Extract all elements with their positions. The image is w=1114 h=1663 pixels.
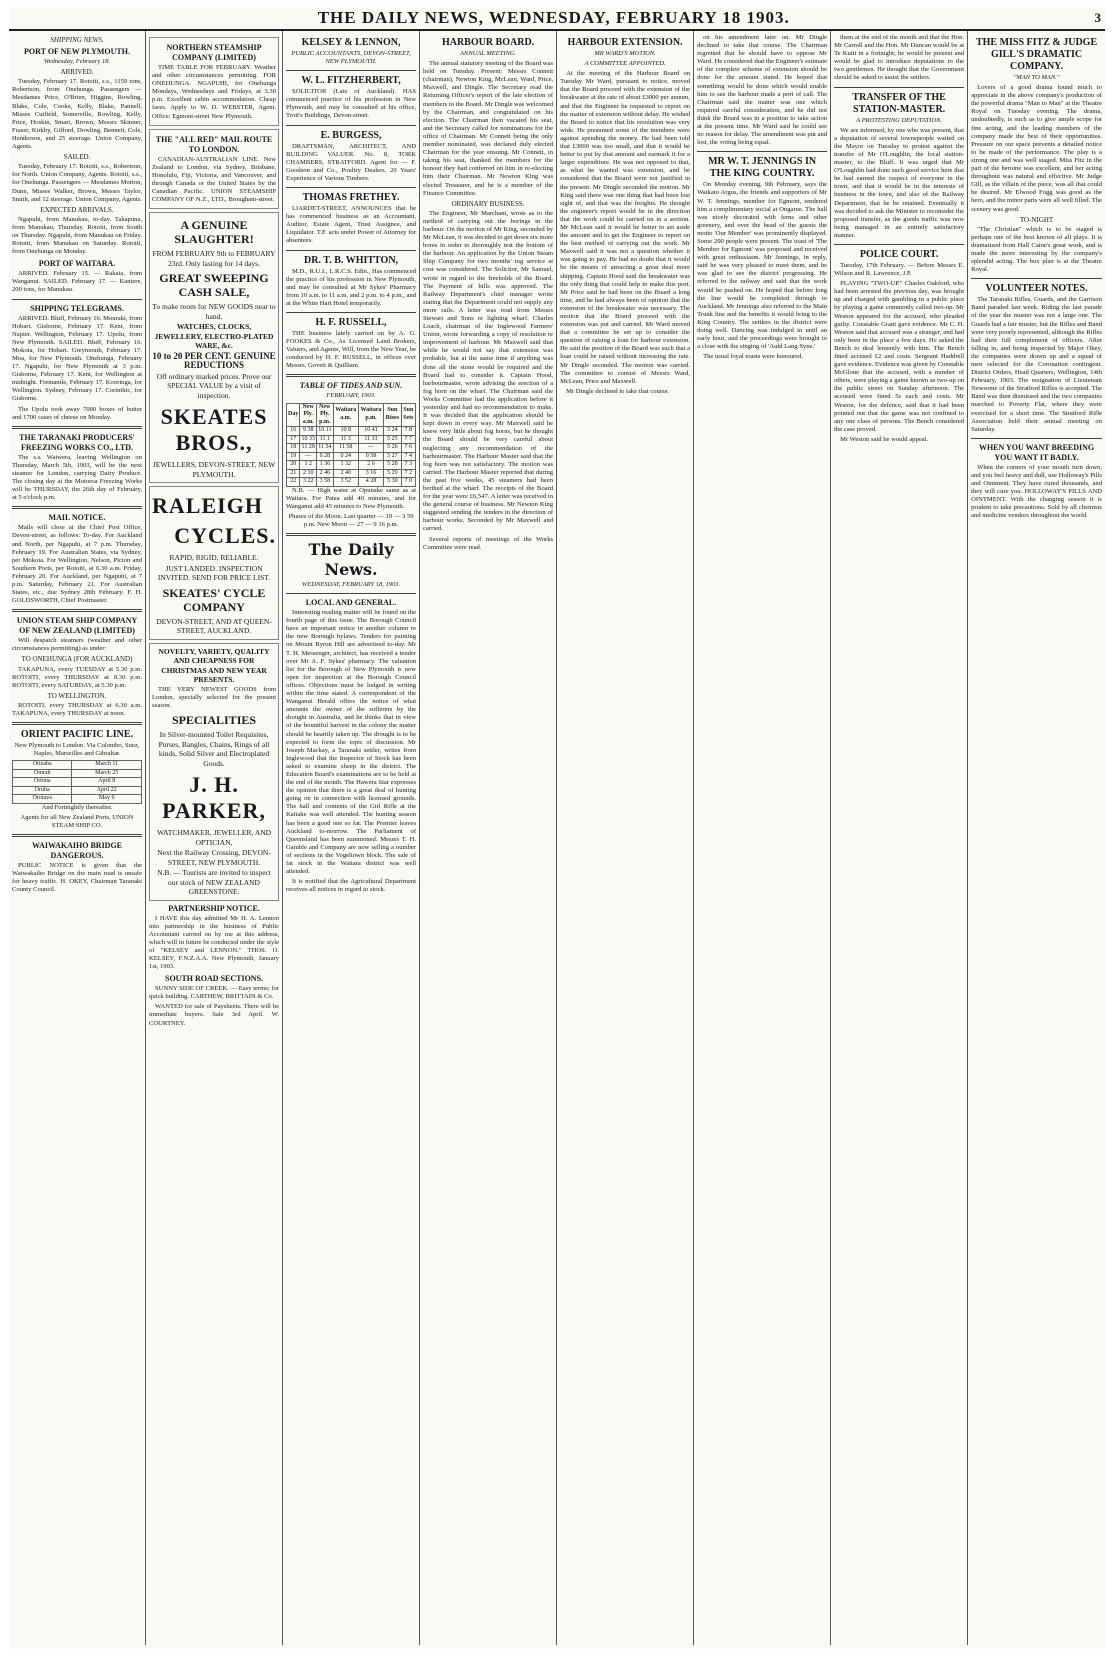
sailed-heading: SAILED. bbox=[63, 153, 91, 162]
jennings-continued: them at the end of the month and that the Hon. Mr Carroll and the Hon. Mr Duncan would be at Te Kuiti in a fortnight; he would be present and would be glad to introduce deputations to the two gentlemen. He thought that the Government should be asked to assist the settlers. bbox=[834, 34, 965, 82]
tides-note: N.B. — High water at Opunake same as at Waitara. For Patea add 40 minutes, and for Wanganui add 45 minutes to New Plymouth. bbox=[286, 486, 417, 510]
tides-cell: 5 28 bbox=[384, 461, 401, 470]
waitara-text: ARRIVED. February 15. — Rakaia, from Wanganui. SAILED. February 17. — Kaniere, 200 tons, for Manukau. bbox=[12, 270, 143, 294]
slaughter-ad bbox=[149, 212, 279, 483]
whitton-text: M.D., R.U.I., L.R.C.S. Edin., Has commenced the practice of his profession in New Plymouth, and may be consulted at Mr Sykes' Pharmacy from 10 a.m. to 11 a.m. and 2 p.m. to 4 p.m., and at the White Hart Hotel temporarily. bbox=[286, 267, 417, 307]
tides-cell: 19 bbox=[287, 452, 300, 461]
sailing-cell: Ortona bbox=[13, 778, 72, 787]
tides-cell: 21 bbox=[287, 469, 300, 478]
local-tail: It is notified that the Agricultural Department receives all notices in regard to stock. bbox=[286, 878, 417, 894]
tides-cell: 11 58 bbox=[333, 444, 358, 453]
russell-text: THE business lately carried on by A. G. FOOKES & Co., As Licensed Land Brokers, Valuers, and Agents, Will, from the New Year, be conducted by H. F. RUSSELL, in offices over Messrs. Govett & Quilliam. bbox=[286, 329, 417, 370]
specialities-text: In Silver-mounted Toilet Requisites, Purses, Bangles, Chains, Rings of all kinds, Solid Silver and Electroplated Goods. bbox=[158, 730, 270, 768]
tides-header-cell: Waitara a.m. bbox=[333, 403, 358, 427]
sailings-body bbox=[13, 761, 142, 804]
russell-heading: H. F. RUSSELL, bbox=[315, 316, 387, 328]
tides-month: FEBRUARY, 1903. bbox=[326, 392, 376, 400]
harbour-board-heading: HARBOUR BOARD. bbox=[441, 37, 535, 48]
harbour-board-text: The annual statutory meeting of the Board was held on Tuesday. Present: Messrs Connett (chairman), Newton King, McLean, Ward, Price, Maxwell, and Dingle. The Secretary read the Returning Officer's report of the late election of members to the Board. Mr Dingle was welcomed by the Chairman, and congratulated on his election. The Chairman then vacated his seat, and the Secretary called for nominations for the office of Chairman. Mr Connett being the only member nominated, was declared duly elected Chairman for the year ensuing. Mr Connett, in taking his seat, thanked the members for the honour they had conferred on him in re-electing him their Chairman. Mr Newton King was elected Treasurer, and he is a member of the Finance Committee. bbox=[423, 60, 554, 197]
freezing-works-heading: THE TARANAKI PRODUCERS' FREEZING WORKS CO., LTD. bbox=[19, 432, 135, 452]
tides-cell: 0 58 bbox=[358, 452, 383, 461]
discount-note: Off ordinary marked prices. Prove our SPECIAL VALUE by a visit of inspection. bbox=[156, 371, 272, 400]
sailing-cell: Oruba bbox=[13, 786, 72, 795]
whitton-heading: DR. T. B. WHITTON, bbox=[304, 254, 399, 266]
masthead-title: THE DAILY NEWS, WEDNESDAY, FEBRUARY 18 1903. bbox=[317, 8, 790, 27]
greenstone-note: N.B. — Tourists are invited to inspect our stock of NEW ZEALAND GREENSTONE. bbox=[157, 868, 271, 896]
tides-row bbox=[287, 435, 416, 444]
tides-cell: 2 46 bbox=[317, 469, 334, 478]
police-court-text: PLAYING "TWO-UP." Charles Oakford, who had been arrested the previous day, was brought up and charged with gambling in a public place by playing a game commonly called two-up. Mr Weston appeared for the accused, who pleaded guilty. Constable Grant gave evidence. Mr C. H. Weston said that accused was a stranger, and had only been in the place a few days. He asked the Bench to deal leniently with him. The Bench fined accused £2 and costs. Sergeant Haddrell gave evidence. Evidence was given by Constable McGlone that the accused, with a number of others, were playing a game known as two-up on the public street on Sunday afternoon. The accused were fined 5s each and costs. Mr Weston, for the defence, said that it had been pointed out that the game was not confined to any one class of persons. The Bench considered the case proved. bbox=[834, 280, 965, 433]
onehunga-text: TAKAPUNA, every TUESDAY at 5.30 p.m. ROTOITI, every THURSDAY at 8.30 p.m. ROTOITI, every SATURDAY, at 5.30 p.m. bbox=[12, 665, 143, 689]
tides-cell: 10 11 bbox=[318, 427, 332, 434]
skeates-name: SKEATES BROS., bbox=[160, 404, 268, 456]
tides-cell: 10 41 bbox=[358, 427, 383, 436]
divider bbox=[286, 374, 416, 377]
tides-cell: 11 3 bbox=[333, 435, 358, 444]
tides-cell: 20 bbox=[287, 461, 300, 470]
volunteer-heading: VOLUNTEER NOTES. bbox=[985, 283, 1088, 295]
onehunga-heading: TO ONEHUNGA (FOR AUCKLAND) bbox=[21, 655, 133, 664]
tides-cell: 4 28 bbox=[358, 478, 383, 487]
jennings-heading: MR W. T. JENNINGS IN THE KING COUNTRY. bbox=[708, 156, 817, 180]
shipping-note: The Upolu took away 7000 boxes of butter and 1700 cases of cheese on Monday. bbox=[12, 405, 143, 421]
divider bbox=[12, 609, 142, 612]
tides-cell: 7 6 bbox=[401, 444, 416, 453]
sailing-cell: Orotava bbox=[13, 795, 72, 804]
frethey-heading: THOMAS FRETHEY. bbox=[302, 192, 400, 204]
divider bbox=[12, 506, 142, 509]
divider bbox=[697, 151, 827, 152]
telegrams-text: ARRIVED. Bluff, February 16. Mouraki, from Hobart. Gisborne, February 17. Kent, from Napier. Wellington, February 17. Upolu, from New Plymouth. SAILED. Bluff, February 16. Mokoia, for Hobart. Greymouth, February 17. Moa, for New Plymouth. Onehunga, February 17. Ngapuhi, for New Plymouth at 3 p.m. Gisborne, February 17. Kent, for Wellington at midnight. Fremantle, February 17. Kooringa, for Wellington. Sydney, February 17. Corinthic, for Gisborne. bbox=[12, 314, 143, 403]
divider bbox=[12, 722, 142, 725]
holloway-text: When the corners of your mouth turn down, and you feel heavy and dull, use Holloway's Pills and Ointment. They have cured thousands, and they will cure you. HOLLOWAY'S PILLS AND OINTMENT. With the changing season it is prudent to take precautions. Sold by all chemists and medicine vendors throughout the world. bbox=[971, 463, 1102, 520]
tides-cell: 1 2 bbox=[300, 461, 317, 470]
dramatic-company-heading: THE MISS FITZ & JUDGE GILL'S DRAMATIC COMPANY. bbox=[975, 37, 1098, 72]
wellington-text: ROTOITI, every THURSDAY at 6.30 a.m. TAKAPUNA, every THURSDAY at noon. bbox=[12, 701, 143, 717]
skeates-address: JEWELLERS, DEVON-STREET, NEW PLYMOUTH. bbox=[152, 460, 276, 479]
column-7 bbox=[831, 31, 968, 1645]
raleigh-ad bbox=[149, 486, 279, 640]
tides-header-cell: Sun Sets bbox=[401, 403, 416, 427]
tides-header-cell: Day bbox=[287, 403, 300, 427]
extension-text: At the meeting of the Harbour Board on Tuesday Mr Ward, pursuant to notice, moved that the Board proceed with the extension of the breakwater at the rate of about £3000 per annum, and that the Engineer be requested to report on the matter of extension without delay. He wished the Board to notice that his resolution was very wide. He presumed some of the members were against spending the money. He had been told that £3000 was too small, and that it would be better to put by that amount and earmark it for a larger expenditure. He was not opposed to that, as what he wanted was extension, and he considered that the Board were not justified in the present. Mr Dingle seconded the motion. Mr King said there was one thing that had been lost sight of, and that was the freights. He thought the engineer's report would be in the direction that the work could be carried on in a section. Mr McLean said it would be better to set aside the amount and to get the Engineer to report on the best method of carrying out the work. Mr Maxwell said it was not a question whether it was going to pay. He had no doubt that it would be the means of attracting a great deal more shipping. Captain Hood said the breakwater was the only thing that could help to make this port. Mr Price said he had been on the Board a long time, and he had always been of opinion that the extension of the breakwater was necessary. The motion that the Board proceed with the extension was put and carried. Mr Ward moved that a committee be set up to consider the question of raising a loan for harbour extension. He said the position of the Board was such that a loan could be raised without increasing the rate. Mr Dingle seconded. The motion was carried. The committee to consist of Messrs Ward, McLean, Price and Maxwell. bbox=[560, 70, 691, 385]
tides-cell: 5 27 bbox=[384, 452, 401, 461]
divider bbox=[286, 187, 416, 188]
newest-text: THE VERY NEWEST GOODS from London, specially selected for the present season. bbox=[152, 685, 277, 709]
tides-cell: 10 33 bbox=[301, 435, 315, 442]
tides-cell: 10 8 bbox=[333, 427, 358, 436]
raleigh-heading: RALEIGH bbox=[152, 493, 263, 519]
tides-cell: 16 bbox=[287, 427, 300, 436]
parker-address: Next the Railway Crossing, DEVON-STREET, NEW PLYMOUTH. bbox=[157, 848, 271, 867]
local-text: Interesting reading matter will be found on the fourth page of this issue. The Borough Council have an important notice in another column re the new Borough bylaws. Tenders for painting on Mount Byron Hill are advertised to-day. Mr T. H. Messenger, architect, has received a tender over Mr A. F. Sykes' pharmacy. The valuation list for the Borough of New Plymouth is now open for inspection at the Borough Council offices. Objections must be lodged in writing within the time stated. A correspondent of the Wanganui Herald offers the notice of what amounts the owner of the sufferers by the drought in Australia, and he thinks that in view of the bountiful harvest in the colony the matter should be heartily taken up. The drought is to be expected to form the topic of discussion. Mr Joseph Mackay, a Taranaki settler, writes from Inglewood that the Inspector of Stock has been asked to examine sheep in the district. The Education Board's examinations are to be held at the end of the month. The Hawera Star expresses the opinion that there is a great deal of hunting going on in connection with licensed grounds. The hall and contents of the Girl Rifle at the Kaitake was well attended. The hunting season has been a good one so far. The Premier leaves Auckland to-morrow. The Parliament of Queensland has been summoned. Messrs T. H. Gamble and Company are now selling a number of sections in the Vogeltown block. The sale of fat stock in the Waitara district was well attended. bbox=[286, 609, 417, 876]
mail-notice-text: Mails will close at the Chief Post Office, Devon-street, as follows: To-day. For Auckland and North, per Ngapuhi, at 7 p.m. Thursday, February 19. For Australian States, via Sydney, per Mokoia. For Wellington, Nelson, Picton and Southern Ports, per Rotoiti, at 6.30 a.m. Friday, February 20. For Auckland, per Ngapuhi, at 7 p.m. Saturday, February 21. For Australian States, etc., due Sydney 28th February. F. H. GOLDSWORTH, Chief Postmaster. bbox=[12, 524, 143, 605]
bridge-heading: WAIWAKAIHO BRIDGE DANGEROUS. bbox=[32, 841, 123, 861]
all-red-heading: THE "ALL RED" MAIL ROUTE TO LONDON. bbox=[155, 134, 273, 154]
tides-row bbox=[287, 452, 416, 461]
freezing-works-text: The s.s. Waiwera, leaving Wellington on Thursday, March 5th, 1903, will be the next steamer for London, carrying Dairy Produce. The closing day at the Motoroa Freezing Works will be THURSDAY, the 26th day of February, at 5 o'clock p.m. bbox=[12, 453, 143, 502]
parker-name: J. H. PARKER, bbox=[162, 772, 266, 823]
slaughter-text: FROM FEBRUARY 9th to FEBRUARY 23rd. Only lasting for 14 days. bbox=[152, 249, 276, 268]
tides-cell: 5 26 bbox=[384, 444, 401, 453]
tides-cell: 0 24 bbox=[333, 452, 358, 461]
arrived-text: Tuesday, February 17. Rotoiti, s.s., 1159 tons, Robertson, from Onehunga. Passengers — Mesdames Price, O'Brien, Higgins, Rowling, Blake, Cole, Cooke, Kelly, Blake, Pannell, Misses Cutfield, Somerville, Rowling, Kelly, Price, Hoskin, Smart, Brown, Messrs Skinner, Fraser, Kirkby, Gifford, Dowling, Bennett, Cole, Henderson, and 25 steerage. Union Company, Agents. bbox=[12, 78, 143, 151]
sailed-text: Tuesday, February 17. Rotoiti, s.s., Robertson, for North. Union Company, Agents. Rotoiti, s.s., for Onehunga. Passengers — Mesdames Morton, Dunn, Misses Walker, Brown, Messrs Taylor, Smith, and 12 steerage. Union Company, Agents. bbox=[12, 163, 143, 203]
sailing-cell: March 11 bbox=[72, 761, 142, 770]
extension-continued: on his amendment later on. Mr Dingle declined to take that course. The Chairman regretted that he should have to oppose Mr Ward. He considered that the Engineer's estimate of the complete scheme of extension should be done for the amount stated. He hoped that something would be done which would enable him to see the harbour made a port of call. The Chairman said the matter was one which required careful consideration, and he did not think the Board was in a position to take action at the present time. Mr Ward said he could see no reason for delay. The amendment was put and lost, the voting being equal. bbox=[697, 34, 828, 147]
harbour-board-tail: Several reports of meetings of the Works Committee were read. bbox=[423, 535, 554, 551]
paper-title: The Daily News. bbox=[308, 540, 394, 579]
transfer-text: We are informed, by one who was present, that a deputation of several townspeople waited on the Mayor on Tuesday to protest against the transfer of Mr O'Loughlin, the local station-master, to the Bluff. It was urged that Mr O'Loughlin had done such good service here that he had earned the respect of everyone in the town, and that it would be in the interests of business in the town, and also of the Railway Department, that he be retained. Eventually it was decided to ask the Minister to reconsider the proposed transfer, as the goods traffic was now being managed in an entirely satisfactory manner. bbox=[834, 126, 965, 239]
divider bbox=[286, 593, 416, 594]
tides-cell: 17 bbox=[287, 435, 300, 444]
sailing-cell: March 25 bbox=[72, 769, 142, 778]
tides-cell: — bbox=[300, 452, 317, 461]
union-company-text: Will despatch steamers (weather and other circumstances permitting) as under: bbox=[12, 637, 143, 653]
northern-text: TIME TABLE FOR FEBRUARY. Weather and other circumstances permitting. FOR ONEHUNGA. NGAPUHI, for Onehunga Mondays, Wednesdays and Fridays, at 3.30 p.m. Excellent cabin accommodation. Cheap fares. Apply to W. D. WEBSTER, Agent. Office: Egmont-street New Plymouth. bbox=[152, 64, 277, 120]
tides-cell: 3 52 bbox=[333, 478, 358, 487]
divider bbox=[286, 312, 416, 313]
divider bbox=[286, 125, 416, 126]
south-road-heading: SOUTH ROAD SECTIONS. bbox=[165, 974, 264, 984]
tides-cell: 11 31 bbox=[358, 435, 383, 444]
holloway-heading: WHEN YOU WANT BREEDING YOU WANT IT BADLY. bbox=[978, 442, 1095, 462]
section-heading: SHIPPING NEWS. bbox=[50, 36, 104, 44]
skeates-cycle-heading: SKEATES' CYCLE COMPANY bbox=[162, 585, 266, 614]
tides-cell: — bbox=[358, 444, 383, 453]
tides-header-row bbox=[287, 403, 416, 427]
sailing-cell: Omrah bbox=[13, 769, 72, 778]
tides-cell: 7 4 bbox=[401, 452, 416, 461]
ordinary-business-heading: ORDINARY BUSINESS. bbox=[451, 199, 525, 208]
tides-cell: 2 10 bbox=[300, 469, 317, 478]
kelsey-heading: KELSEY & LENNON, bbox=[301, 37, 401, 48]
port-heading: PORT OF NEW PLYMOUTH. bbox=[24, 47, 130, 57]
partnership-text: I HAVE this day admitted Mr H. A. Lennon into partnership in the business of Public Accountant carried on by me at this address, which will in future be conducted under the style of "KELSEY and LENNON." THOS. O. KELSEY, F.N.Z.A.A. New Plymouth, January 1st, 1903. bbox=[149, 914, 280, 971]
partnership-heading: PARTNERSHIP NOTICE. bbox=[168, 903, 260, 913]
sailing-row bbox=[13, 786, 142, 795]
sailing-row bbox=[13, 795, 142, 804]
local-heading: LOCAL AND GENERAL. bbox=[305, 598, 397, 608]
extension-sub: MR WARD'S MOTION. bbox=[594, 50, 656, 57]
raleigh-landed: JUST LANDED. INSPECTION INVITED. SEND FOR PRICE LIST. bbox=[157, 563, 271, 583]
divider bbox=[286, 533, 416, 536]
divider bbox=[971, 278, 1102, 279]
divider bbox=[12, 426, 142, 429]
tides-cell: 3 16 bbox=[358, 469, 383, 478]
parker-ad bbox=[149, 643, 279, 901]
sweeping-sale-heading: GREAT SWEEPING CASH SALE, bbox=[159, 271, 269, 300]
mail-notice-heading: MAIL NOTICE. bbox=[48, 513, 106, 523]
discount-line: 10 to 20 PER CENT. GENUINE REDUCTIONS bbox=[152, 350, 276, 371]
tides-cell: 3 22 bbox=[300, 478, 317, 487]
raleigh-rapid: RAPID, RIGID, RELIABLE. bbox=[169, 553, 259, 563]
tides-body bbox=[287, 427, 416, 487]
frethey-text: LIARDET-STREET, ANNOUNCES that he has commenced business as an Accountant, Auditor, Estate Agent, Trust Assignee, and Liquidator. T.F. acts under Power of Attorney for absentees. bbox=[286, 205, 417, 245]
expected-heading: EXPECTED ARRIVALS. bbox=[40, 205, 114, 214]
tides-cell: 2 40 bbox=[333, 469, 358, 478]
moon-phases: Phases of the Moon. Last quarter — 19 — 3 59 p.m. New Moon — 27 — 9 16 p.m. bbox=[288, 512, 414, 528]
bridge-text: PUBLIC NOTICE is given that the Waiwakaiho Bridge on the main road is unsafe for heavy traffic. H. OKEY, Chairman Taranaki County Council. bbox=[12, 862, 143, 894]
tides-cell: 7 3 bbox=[401, 461, 416, 470]
tides-cell: 11 28 bbox=[301, 444, 315, 451]
transfer-heading: TRANSFER OF THE STATION-MASTER. bbox=[852, 91, 946, 115]
extension-sub-2: A COMMITTEE APPOINTED. bbox=[584, 60, 666, 68]
fortnightly-text: And Fortnightly thereafter. bbox=[41, 803, 113, 811]
column-8 bbox=[968, 31, 1105, 1645]
dramatic-company-sub: "MAN TO MAN." bbox=[1013, 74, 1060, 81]
tides-row bbox=[287, 444, 416, 453]
tides-cell: 5 30 bbox=[384, 478, 401, 487]
telegrams-heading: SHIPPING TELEGRAMS. bbox=[30, 303, 124, 313]
transfer-sub: A PROTESTING DEPUTATION. bbox=[856, 116, 943, 124]
tides-cell: 1 32 bbox=[333, 461, 358, 470]
tides-row bbox=[287, 478, 416, 487]
column-5 bbox=[557, 31, 694, 1645]
tonight-heading: TO-NIGHT bbox=[1019, 215, 1054, 224]
arrived-heading: ARRIVED. bbox=[60, 68, 94, 77]
kelsey-text: PUBLIC ACCOUNTANTS, DEVON-STREET, NEW PLYMOUTH. bbox=[291, 50, 411, 66]
fitzherbert-heading: W. L. FITZHERBERT, bbox=[301, 75, 401, 87]
dramatic-company-text: Lovers of a good drama found much to appreciate in the above company's production of the powerful drama "Man to Man" at the Theatre Royal on Tuesday evening. The drama, undoubtedly, is such as to give ample scope for fine acting, and the leading members of the company made the best of their opportunities. Pressure on our space prevents a detailed notice to be made of the performance. The play is a strong one and was well staged. Miss Fitz in the part of the heroine was excellent, and her acting throughout was natural and effective. Mr Judge Gill, as the villain of the piece, was all that could be desired. Mr Elwood Fogg was good as the hero, and the minor parts were all well filled. The scenery was good. bbox=[971, 84, 1102, 213]
skeates-cycle-address: DEVON-STREET, AND AT QUEEN-STREET, AUCKLAND. bbox=[156, 616, 272, 636]
sailing-row bbox=[13, 761, 142, 770]
sweeping-sale-text: To make room for NEW GOODS near to hand. bbox=[152, 302, 276, 321]
jennings-text: On Monday evening, 9th February, says the Waikato Argus, the friends and supporters of Mr W. T. Jennings, member for Egmont, tendered him a complimentary social at Ongarue. The hall was nicely decorated with ferns and other greenery, and over the head of the guests the motto 'Our Member' was prominently displayed. Some 200 people were present. The toast of 'The Member for Egmont' was proposed and received with great enthusiasm. Mr Jennings, in reply, said he was very pleased to meet them, and he was glad to see the district progressing. He referred to the railway and said that the work would be pushed on. He hoped that before long the line would be completed through to Auckland. Mr Jennings also referred to the Main Trunk line and the benefits it would bring to the King Country. The settlers in the district were doing well. Dancing was indulged in until an early hour, and the proceedings were brought to a close with the singing of 'Auld Lang Syne.' bbox=[697, 181, 828, 351]
column-1 bbox=[9, 31, 146, 1645]
sailing-cell: April 22 bbox=[72, 786, 142, 795]
tides-cell: 3 58 bbox=[317, 478, 334, 487]
tides-heading: TABLE OF TIDES AND SUN. bbox=[299, 381, 403, 391]
orient-text: New Plymouth to London. Via Colombo, Suez, Naples, Marseilles and Gibraltar. bbox=[14, 742, 140, 758]
tides-header-cell: Waitara p.m. bbox=[358, 403, 383, 427]
slaughter-heading: A GENUINE SLAUGHTER! bbox=[174, 218, 254, 247]
tides-cell: 0 28 bbox=[317, 452, 334, 461]
divider bbox=[286, 250, 416, 251]
tides-cell: 11 54 bbox=[318, 444, 332, 451]
tides-cell: 5 24 bbox=[384, 427, 401, 436]
tides-header-cell: Sun Rises bbox=[384, 403, 401, 427]
burgess-heading: E. BURGESS, bbox=[320, 129, 382, 141]
tides-header-cell: New Ply. a.m. bbox=[300, 403, 317, 427]
tides-cell: 2 6 bbox=[358, 461, 383, 470]
tides-cell: 22 bbox=[287, 478, 300, 487]
waitara-heading: PORT OF WAITARA. bbox=[38, 259, 116, 269]
tides-row bbox=[287, 427, 416, 436]
all-red-ad bbox=[149, 129, 279, 210]
wellington-heading: TO WELLINGTON. bbox=[47, 691, 107, 700]
extension-heading: HARBOUR EXTENSION. bbox=[567, 37, 683, 48]
volunteer-text: The Taranaki Rifles, Guards, and the Garrison Band paraded last week. Riding the last parade of the year the muster was not a large one. The Guards had a fair muster, but the Rifles and Band were very poorly represented, although the Rifles had their full complement of officers. After falling in, and being inspected by Major Okey, the companies were drawn up and a squad of men selected for the Coronation contingent. District Orders, Head Quarters, Wellington, 14th February, 1903. The resignation of Lieutenant Newsome of the Stratford Rifles is accepted. The Band was then dismissed and the two companies marched to Poverty Flat, where they were exercised for a short time. The Stratford Rifle Association held their annual meeting on Saturday. bbox=[971, 296, 1102, 433]
tides-row bbox=[287, 461, 416, 470]
sailings-table bbox=[12, 760, 142, 804]
port-date: Wednesday, February 18. bbox=[43, 58, 111, 66]
divider bbox=[286, 70, 416, 71]
sailing-cell: May 6 bbox=[72, 795, 142, 804]
newspaper-page bbox=[9, 7, 1105, 1649]
tides-cell: 7 2 bbox=[401, 469, 416, 478]
all-red-text: CANADIAN-AUSTRALIAN LINE. New Zealand to London, via Sydney, Brisbane, Honolulu, Fiji, Victoria, and Vancouver, and through Canada or the United States by the Canadian Pacific. UNION STEAMSHIP COMPANY OF N.Z., LTD., Brougham-street. bbox=[152, 155, 277, 204]
tides-cell: 5 29 bbox=[384, 469, 401, 478]
tides-cell: 11 1 bbox=[317, 435, 334, 444]
column-6 bbox=[694, 31, 831, 1645]
expected-text: Ngapuhi, from Manukau, to-day. Takapuna, from Manukau, Thursday. Rotoiti, from South on Thursday. Ngapuhi, from Manukau on Friday. Rotoiti, from Manukau on Saturday. Rotoiti, from Onehunga on Monday. bbox=[12, 215, 143, 256]
sailing-cell: April 8 bbox=[72, 778, 142, 787]
masthead bbox=[9, 7, 1105, 31]
extension-tail: Mr Dingle declined to take that course. bbox=[566, 387, 670, 395]
page-number: 3 bbox=[1094, 10, 1101, 25]
tides-cell: 7 8 bbox=[401, 427, 416, 436]
sailing-cell: Orizaba bbox=[13, 761, 72, 770]
tides-table bbox=[286, 403, 416, 487]
tides-cell: 18 bbox=[287, 444, 300, 453]
sailing-row bbox=[13, 778, 142, 787]
column-4 bbox=[420, 31, 557, 1645]
police-court-heading: POLICE COURT. bbox=[859, 248, 939, 260]
police-court-tail: Mr Weston said he would appeal. bbox=[840, 435, 929, 443]
orient-heading: ORIENT PACIFIC LINE. bbox=[20, 729, 134, 741]
tides-cell: 9 38 bbox=[300, 427, 317, 436]
cycles-heading: CYCLES. bbox=[174, 523, 277, 549]
column-3 bbox=[283, 31, 420, 1645]
tides-cell: 7 7 bbox=[401, 435, 416, 444]
tides-cell: 1 36 bbox=[317, 461, 334, 470]
northern-steamship-ad bbox=[149, 37, 279, 126]
police-court-sub: Tuesday, 17th February. — Before Messrs E. Wilson and R. Lawrence, J.P. bbox=[834, 261, 965, 278]
jennings-tail: The usual loyal toasts were honoured. bbox=[703, 353, 804, 361]
south-road-text: SUNNY SIDE OF CREEK. — Easy terms; for quick building. CARTHEW, BRITTAIN & Co. bbox=[149, 985, 280, 1001]
sailing-row bbox=[13, 769, 142, 778]
union-company-heading: UNION STEAM SHIP COMPANY OF NEW ZEALAND (LIMITED) bbox=[16, 616, 138, 636]
burgess-text: DRAFTSMAN, ARCHITECT, AND BUILDING VALUER. No. 8, TORK CHAMBERS, STRATFORD. Agent for — F. Goodson and Co., Poultry Dealers. 20 Years' Experience of Various Timbers. bbox=[286, 142, 417, 182]
harbour-board-sub: ANNUAL MEETING. bbox=[459, 50, 517, 57]
tides-header-cell: New Ply. p.m. bbox=[317, 403, 334, 427]
wanted-text: WANTED for sale of Paysheets. There will be immediate buyers. Sale 3rd April. W. COURTNEY. bbox=[149, 1003, 280, 1027]
tides-cell: 7 0 bbox=[401, 478, 416, 487]
divider bbox=[12, 299, 142, 300]
novelty-line: NOVELTY, VARIETY, QUALITY AND CHEAPNESS FOR CHRISTMAS AND NEW YEAR PRESENTS. bbox=[158, 646, 270, 685]
divider bbox=[834, 244, 964, 245]
ordinary-business-text: The Engineer, Mr Marchant, wrote as to the method of carrying out the borings in the harbour. On the motion of Mr King, seconded by Mr McLean, it was decided to get down six more bores in order to thoroughly test the bottom of the harbour. An application by the Union Steam Ship Company for two months' tug service at cost was considered. The Solicitor, Mr Samuel, wrote in regard to the freeholds of the Board. The Payment of bills was approved. The Railway Department's chief manager wrote stating that the Department could not supply any more rails. A letter was read from Messrs Stewart and Sons re lighting wharf. Charles Loach, chairman of the Inglewood Farmers' Union, wrote forwarding a copy of resolution re improvement of harbour. Mr Maxwell said that while he would not say that extension was probable, but at the same time if anything was done all the stone would be required and the Board had to consider it. Captain Hood, harbourmaster, wrote advising the erection of a fog horn on the wharf. The Chairman said the Works Committee had the application before it yesterday and had no recommendation to make. It was decided that the application should be kept down in every way. Mr Maxwell said he knew very little about fog horns, but he thought the Board should be very careful about neglecting any recommendation of the harbourmaster. The Harbour Master said that the fog horn was not satisfactory. The motion was carried. The Harbour Master reported that during the past five weeks, 45 steamers had been berthed at the wharf. The receipts of the Board for the year were £6,547. A letter was received in the general course of business. Mr Newton King suggested sending the tenders in the direction of harbour works. Seconded by Mr Maxwell and carried. bbox=[423, 209, 554, 533]
divider bbox=[834, 87, 964, 88]
paper-date: WEDNESDAY, FEBRUARY 18, 1903. bbox=[301, 581, 401, 588]
fitzherbert-text: SOLICITOR (Late of Auckland). HAS commenced practice of his profession in New Plymouth, and may be consulted at his office, Trott's Buildings, Devon-street. bbox=[286, 88, 417, 120]
divider bbox=[12, 834, 142, 837]
watches-line: WATCHES, CLOCKS, JEWELLERY, ELECTRO-PLATED WARE, &c. bbox=[154, 322, 274, 351]
specialities-heading: SPECIALITIES bbox=[172, 713, 257, 727]
columns bbox=[9, 31, 1105, 1645]
column-2 bbox=[146, 31, 283, 1645]
tonight-text: "The Christian" which is to be staged is perhaps one of the best known of all plays. It is dramatized from Hall Caine's great work, and is made the more interesting by the company's splendid acting. The box plan is at the Theatre Royal. bbox=[971, 225, 1102, 274]
northern-heading: NORTHERN STEAMSHIP COMPANY (LIMITED) bbox=[166, 43, 262, 62]
parker-trade: WATCHMAKER, JEWELLER, AND OPTICIAN, bbox=[156, 828, 272, 847]
agents-text: Agents for all New Zealand Ports, UNION STEAM SHIP CO. bbox=[20, 813, 134, 829]
tides-cell: 5 25 bbox=[384, 435, 401, 444]
divider bbox=[971, 438, 1102, 439]
tides-row bbox=[287, 469, 416, 478]
